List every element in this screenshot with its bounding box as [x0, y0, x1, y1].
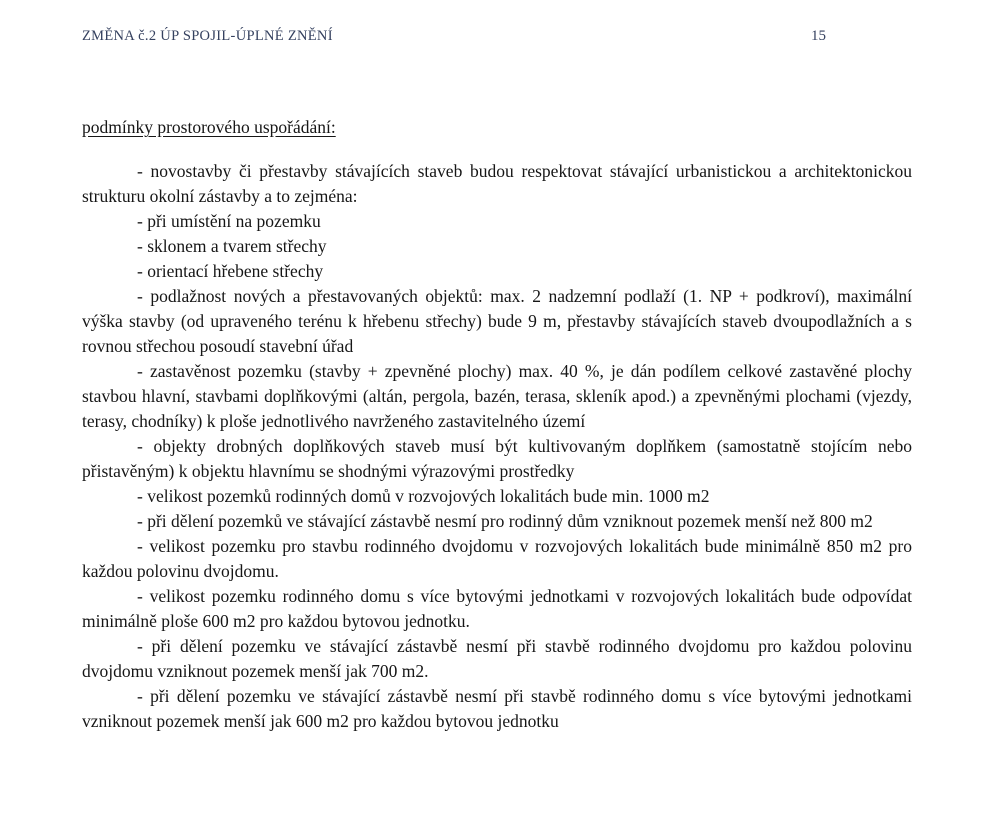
body-paragraph: - orientací hřebene střechy	[137, 261, 324, 281]
body-paragraph: - při umístění na pozemku	[137, 211, 321, 231]
document-body	[82, 159, 912, 734]
body-paragraph: - sklonem a tvarem střechy	[137, 236, 327, 256]
body-paragraph: - novostavby či přestavby stávajících staveb budou respektovat stávající urbanistickou a architektonickou strukturu okolní zástavby a to zejména:	[82, 161, 912, 206]
body-paragraph: - velikost pozemku rodinného domu s více bytovými jednotkami v rozvojových lokalitách bude odpovídat minimálně ploše 600 m2 pro každou bytovou jednotku.	[82, 586, 912, 631]
body-paragraph: - při dělení pozemků ve stávající zástavbě nesmí pro rodinný dům vzniknout pozemek menší než 800 m2	[137, 511, 873, 531]
body-paragraph: - zastavěnost pozemku (stavby + zpevněné plochy) max. 40 %, je dán podílem celkové zastavěné plochy stavbou hlavní, stavbami doplňkovými (altán, pergola, bazén, terasa, skleník apod.) a zpevněnými plochami (vjezdy, terasy, chodníky) k ploše jednotlivého navrženého zastavitelného území	[82, 361, 912, 431]
body-paragraph: - velikost pozemku pro stavbu rodinného dvojdomu v rozvojových lokalitách bude minimálně 850 m2 pro každou polovinu dvojdomu.	[82, 536, 912, 581]
body-paragraph: - při dělení pozemku ve stávající zástavbě nesmí při stavbě rodinného domu s více bytovými jednotkami vzniknout pozemek menší jak 600 m2 pro každou bytovou jednotku	[82, 686, 912, 731]
body-paragraph: - při dělení pozemku ve stávající zástavbě nesmí při stavbě rodinného dvojdomu pro každou polovinu dvojdomu vzniknout pozemek menší jak 700 m2.	[82, 636, 912, 681]
document-title: ZMĚNA č.2 ÚP SPOJIL-ÚPLNÉ ZNĚNÍ	[82, 28, 333, 44]
page-header	[82, 28, 912, 45]
body-paragraph: - podlažnost nových a přestavovaných objektů: max. 2 nadzemní podlaží (1. NP + podkroví), maximální výška stavby (od upraveného terénu k hřebenu střechy) bude 9 m, přestavby stávajících staveb dvoupodlažních a s rovnou střechou posoudí stavební úřad	[82, 286, 912, 356]
body-paragraph: - velikost pozemků rodinných domů v rozvojových lokalitách bude min. 1000 m2	[137, 486, 710, 506]
body-paragraph: - objekty drobných doplňkových staveb musí být kultivovaným doplňkem (samostatně stojícím nebo přistavěným) k objektu hlavnímu se shodnými výrazovými prostředky	[82, 436, 912, 481]
section-heading: podmínky prostorového uspořádání:	[82, 117, 336, 137]
page-number: 15	[811, 28, 826, 44]
